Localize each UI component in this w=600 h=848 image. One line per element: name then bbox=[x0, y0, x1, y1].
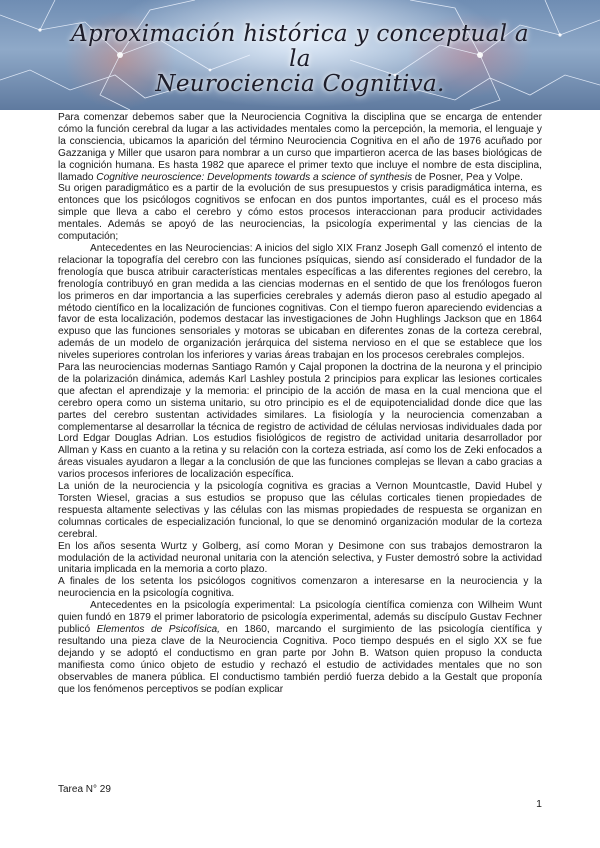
paragraph-intro-text: Para comenzar debemos saber que la Neurociencia Cognitiva la disciplina que se encarga de entender cómo la función cerebral da lugar a las actividades mentales como la percepción, la memoria, el lenguaje y la consciencia, ubicamos la aparición del término Neurociencia Cognitiva en el año de 1976 acuñado por Gazzaniga y Miller que usaron para nombrar a un curso que impartieron acerca de las bases biológicas de la cognición humana. Es hasta 1982 que aparece el primer texto que incluye el nombre de esta disciplina, llamado bbox=[58, 112, 542, 183]
paragraph-experimental-end: en 1860, marcando el surgimiento de las psicología científica y resultando una pieza clave de la Neurociencia Cognitiva. Poco tiempo después en el siglo XX se fue dejando y se adoptó el conductismo en gran parte por John B. Watson quien propuso la conducta manifiesta como único objeto de estudio y rechazó el estudio de actividades mentales que no son observables de manera pública. El conductismo también perdió fuerza debido a la Gestalt que proponía que los fenómenos perceptivos se podían explicar bbox=[58, 623, 542, 695]
paragraph-modern-neuroscience: Para las neurociencias modernas Santiago Ramón y Cajal proponen la doctrina de la neurona y el principio de la polarización dinámica, además Karl Lashley postula 2 principios para explicar las lesiones corticales que afectan el aprendizaje y la memoria: el principio de la acción de masa en la cual menciona que el cerebro opera como un sistema unitario, su otro principio es el de equipotencialidad donde dice que las partes del cerebro sustentan actividades similares. La fisiología y la neurociencia comenzaban a complementarse al desarrollar la técnica de registro de actividad de células nerviosas individuales dada por Lord Edgar Douglas Adrian. Los estudios fisiológicos de registro de actividad unitaria desarrollador por Allman y Kass en cuanto a la retina y su relación con la corteza estriada, así como los de Zeki enfocados a áreas visuales ayudaron a llegar a la conclusión de que las funciones complejas se llevan a cabo gracias a varios procesos inferiores de localización específica. bbox=[58, 362, 542, 481]
paragraph-union: La unión de la neurociencia y la psicología cognitiva es gracias a Vernon Mountcastle, David Hubel y Torsten Wiesel, gracias a sus estudios se propuso que las células corticales tienen propiedades de respuesta altamente selectivas y las células con las mismas propiedades de respuesta se organizan en columnas corticales de especialización funcional, lo que se denominó organización modular de la corteza cerebral. bbox=[58, 481, 542, 540]
paragraph-seventies: A finales de los setenta los psicólogos cognitivos comenzaron a interesarse en la neurociencia y la neurociencia en la psicología cognitiva. bbox=[58, 576, 542, 600]
paragraph-experimental-psychology bbox=[58, 600, 542, 695]
page-number: 1 bbox=[536, 798, 542, 810]
document-body bbox=[58, 112, 542, 695]
paragraph-intro bbox=[58, 112, 542, 183]
title-line-2: Neurociencia Cognitiva. bbox=[155, 71, 445, 97]
paragraph-sixties: En los años sesenta Wurtz y Golberg, así como Moran y Desimone con sus trabajos demostraron la modulación de la actividad neuronal unitaria con la atención selectiva, y Fuster demostró sobre la actividad unitaria implicada en la memoria a corto plazo. bbox=[58, 540, 542, 576]
title-line-1: Aproximación histórica y conceptual a la bbox=[71, 21, 529, 72]
paragraph-neuroscience-antecedents: Antecedentes en las Neurociencias: A inicios del siglo XIX Franz Joseph Gall comenzó el intento de relacionar la topografía del cerebro con las funciones psíquicas, siendo así considerado el fundador de la frenología que busca atribuir características mentales específicas a las diferentes regiones del cerebro, la frenología contribuyó en gran medida a las ciencias modernas en el sentido de que los frenólogos fueron los primeros en dar importancia a las superficies cerebrales y además dieron paso al estudio apegado al método científico en la localización de funciones cognitivas. Con el tiempo fueron apareciendo evidencias a favor de esta localización, podemos destacar las investigaciones de John Hughlings Jackson que en 1864 expuso que las funciones sensoriales y motoras se ubicaban en diferentes zonas de la corteza cerebral, además de un modelo de organización jerárquica del sistema nervioso en el que se establece que los niveles superiores controlan los inferiores y varias áreas trabajan en los procesos cerebrales complejos. bbox=[58, 242, 542, 362]
document-title bbox=[60, 22, 540, 97]
assignment-label: Tarea N° 29 bbox=[58, 784, 111, 795]
paragraph-experimental-text: Antecedentes en la psicología experimental: La psicología científica comienza con Wilheim Wunt quien fundó en 1879 el primer laboratorio de psicología experimental, además su discípulo Gustav Fechner publicó bbox=[58, 600, 542, 635]
paragraph-intro-end: de Posner, Pea y Volpe. bbox=[412, 171, 523, 183]
paragraph-origin: Su origen paradigmático es a partir de la evolución de sus presupuestos y crisis paradigmática interna, es entonces que los psicólogos cognitivos se enfocan en dos puntos importantes, cuál es el proceso más simple que lleva a cabo el cerebro y cómo estos procesos interaccionan para producir actividades mentales. Además se apoyó de las neurociencias, la psicología experimental y las ciencias de la computación; bbox=[58, 183, 542, 243]
cited-work-title: Elementos de Psicofísica, bbox=[96, 623, 220, 635]
cited-book-title: Cognitive neuroscience: Developments towards a science of synthesis bbox=[96, 171, 413, 183]
header-banner bbox=[0, 0, 600, 110]
